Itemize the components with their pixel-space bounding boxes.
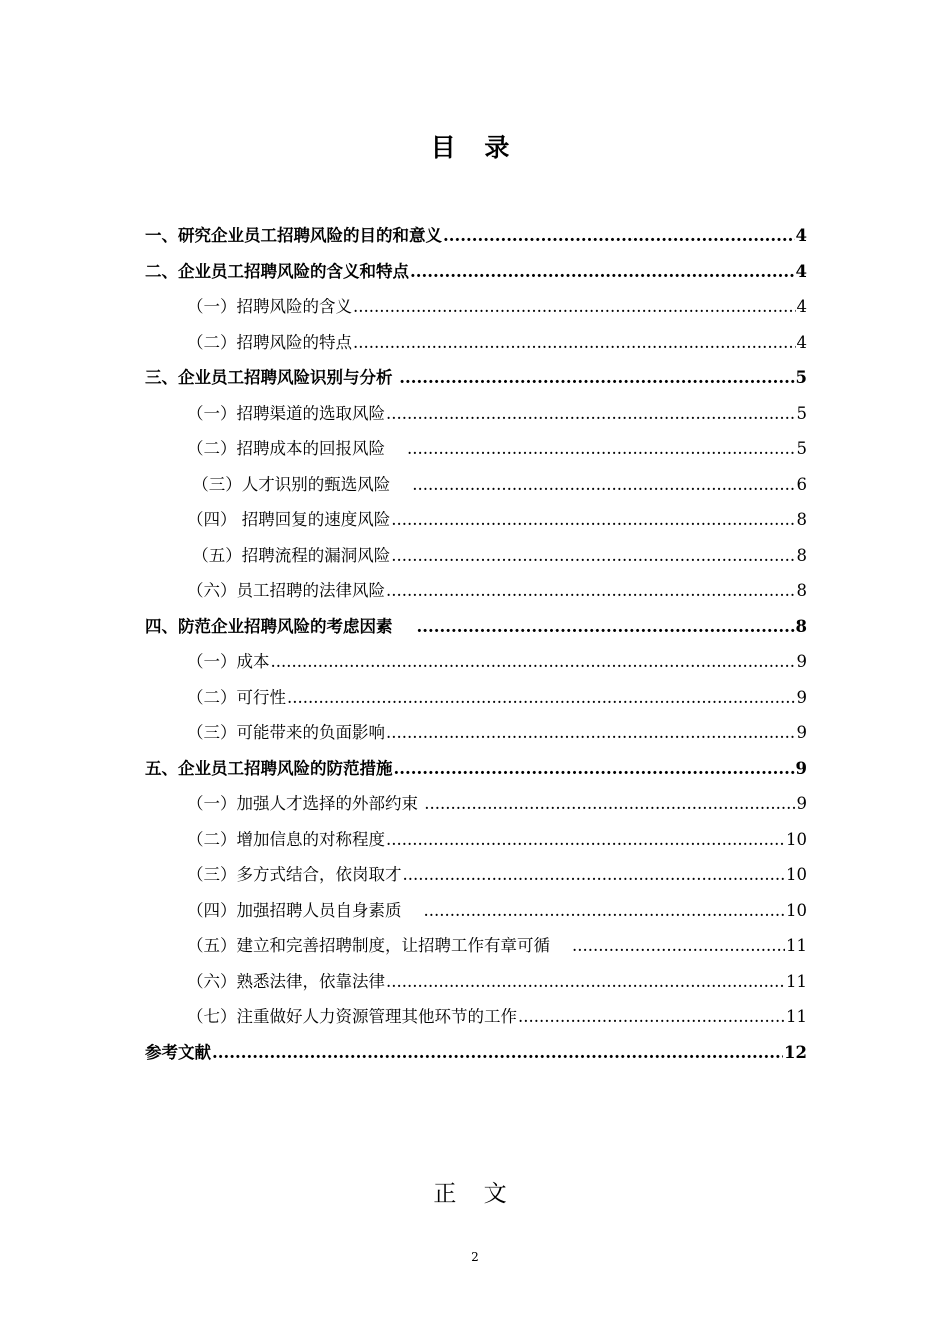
toc-dot-leader [424,786,795,822]
toc-entry[interactable] [145,786,807,822]
toc-entry[interactable] [145,928,807,964]
toc-dot-leader [212,1035,783,1071]
toc-entry-label: （一）成本 [187,652,270,671]
toc-entry-label: 三、企业员工招聘风险识别与分析 [145,368,399,387]
toc-entry-page: 5 [796,403,807,423]
toc-entry-page: 9 [796,723,807,742]
toc-dot-leader [399,360,794,396]
toc-dot-leader [423,893,785,929]
toc-entry-page: 4 [796,332,807,352]
toc-entry[interactable] [145,857,807,893]
toc-dot-leader [403,857,786,893]
toc-entry[interactable] [145,360,807,396]
toc-entry-label: （六）员工招聘的法律风险 [187,581,385,600]
toc-entry[interactable] [145,609,807,645]
toc-dot-leader [386,396,796,432]
toc-entry-label: （四） 招聘回复的速度风险 [187,510,391,529]
toc-dot-leader [572,928,785,964]
toc-entry-page: 10 [786,829,807,849]
toc-entry-label: 一、研究企业员工招聘风险的目的和意义 [145,226,442,245]
toc-dot-leader [416,609,794,645]
body-section-title: 正 文 [433,1181,517,1207]
toc-entry-label: （一）加强人才选择的外部约束 [187,794,424,813]
toc-entry-page: 9 [796,687,807,707]
toc-entry-label: （三）多方式结合，依岗取才 [187,865,402,884]
toc-entry-page: 9 [796,794,807,813]
toc-entry[interactable] [145,715,807,751]
toc-entry[interactable] [145,538,807,574]
toc-title: 目 录 [430,133,520,162]
toc-entry-label: （一）招聘渠道的选取风险 [187,403,385,423]
toc-entry-label: （三）可能带来的负面影响 [187,723,385,742]
toc-dot-leader [386,573,796,609]
table-of-contents [145,218,807,1070]
toc-dot-leader [391,502,795,538]
toc-dot-leader [410,254,795,290]
toc-entry[interactable] [145,396,807,432]
toc-entry-label: （五）建立和完善招聘制度，让招聘工作有章可循 [187,936,571,955]
toc-entry-label: （二）可行性 [187,687,286,707]
toc-entry[interactable] [145,502,807,538]
toc-dot-leader [287,680,796,716]
toc-entry-page: 11 [786,1007,807,1026]
toc-entry-label: 参考文献 [145,1042,211,1062]
toc-entry[interactable] [145,893,807,929]
toc-dot-leader [386,715,796,751]
toc-entry[interactable] [145,218,807,254]
toc-entry-page: 12 [784,1042,807,1062]
toc-entry-page: 11 [786,971,807,991]
toc-dot-leader [386,964,785,1000]
toc-entry-label: （二）增加信息的对称程度 [187,829,385,849]
toc-entry[interactable] [145,1035,807,1071]
toc-entry-page: 10 [786,865,807,884]
toc-entry[interactable] [145,431,807,467]
toc-entry[interactable] [145,644,807,680]
toc-dot-leader [518,999,785,1035]
toc-entry-page: 9 [795,758,807,778]
toc-entry[interactable] [145,680,807,716]
toc-entry-page: 5 [795,368,807,387]
page-number: 2 [471,1250,479,1264]
toc-dot-leader [386,822,785,858]
toc-entry-label: 四、防范企业招聘风险的考虑因素 [145,616,416,636]
toc-entry[interactable] [145,999,807,1035]
toc-entry-label: （三）人才识别的甄选风险 [187,474,412,494]
toc-entry[interactable] [145,325,807,361]
toc-entry-page: 5 [796,439,807,458]
toc-entry[interactable] [145,254,807,290]
toc-dot-leader [391,538,795,574]
toc-entry-label: （一）招聘风险的含义 [187,297,352,316]
toc-entry[interactable] [145,964,807,1000]
toc-dot-leader [443,218,795,254]
toc-entry-label: （二）招聘成本的回报风险 [187,439,406,458]
toc-entry-label: （七）注重做好人力资源管理其他环节的工作 [187,1007,517,1026]
toc-entry-label: 五、企业员工招聘风险的防范措施 [145,758,393,778]
toc-dot-leader [353,289,796,325]
toc-entry-label: 二、企业员工招聘风险的含义和特点 [145,261,409,281]
toc-entry[interactable] [145,289,807,325]
toc-entry-page: 4 [795,261,807,281]
toc-entry-label: （五）招聘流程的漏洞风险 [187,545,391,565]
toc-entry[interactable] [145,467,807,503]
toc-entry-page: 8 [796,545,807,565]
toc-dot-leader [412,467,795,503]
toc-entry-page: 8 [796,581,807,600]
toc-dot-leader [353,325,796,361]
toc-entry-page: 8 [796,510,807,529]
toc-entry-page: 4 [796,297,807,316]
toc-dot-leader [271,644,796,680]
toc-entry-label: （六）熟悉法律，依靠法律 [187,971,385,991]
toc-entry-page: 8 [795,616,807,636]
toc-entry[interactable] [145,573,807,609]
toc-dot-leader [394,751,795,787]
toc-entry-page: 11 [786,936,807,955]
toc-entry-label: （四）加强招聘人员自身素质 [187,900,423,920]
toc-entry-page: 6 [796,474,807,494]
toc-entry-page: 9 [796,652,807,671]
toc-entry-page: 4 [795,226,807,245]
toc-entry[interactable] [145,751,807,787]
toc-entry[interactable] [145,822,807,858]
toc-dot-leader [407,431,796,467]
toc-entry-page: 10 [786,900,807,920]
toc-entry-label: （二）招聘风险的特点 [187,332,352,352]
